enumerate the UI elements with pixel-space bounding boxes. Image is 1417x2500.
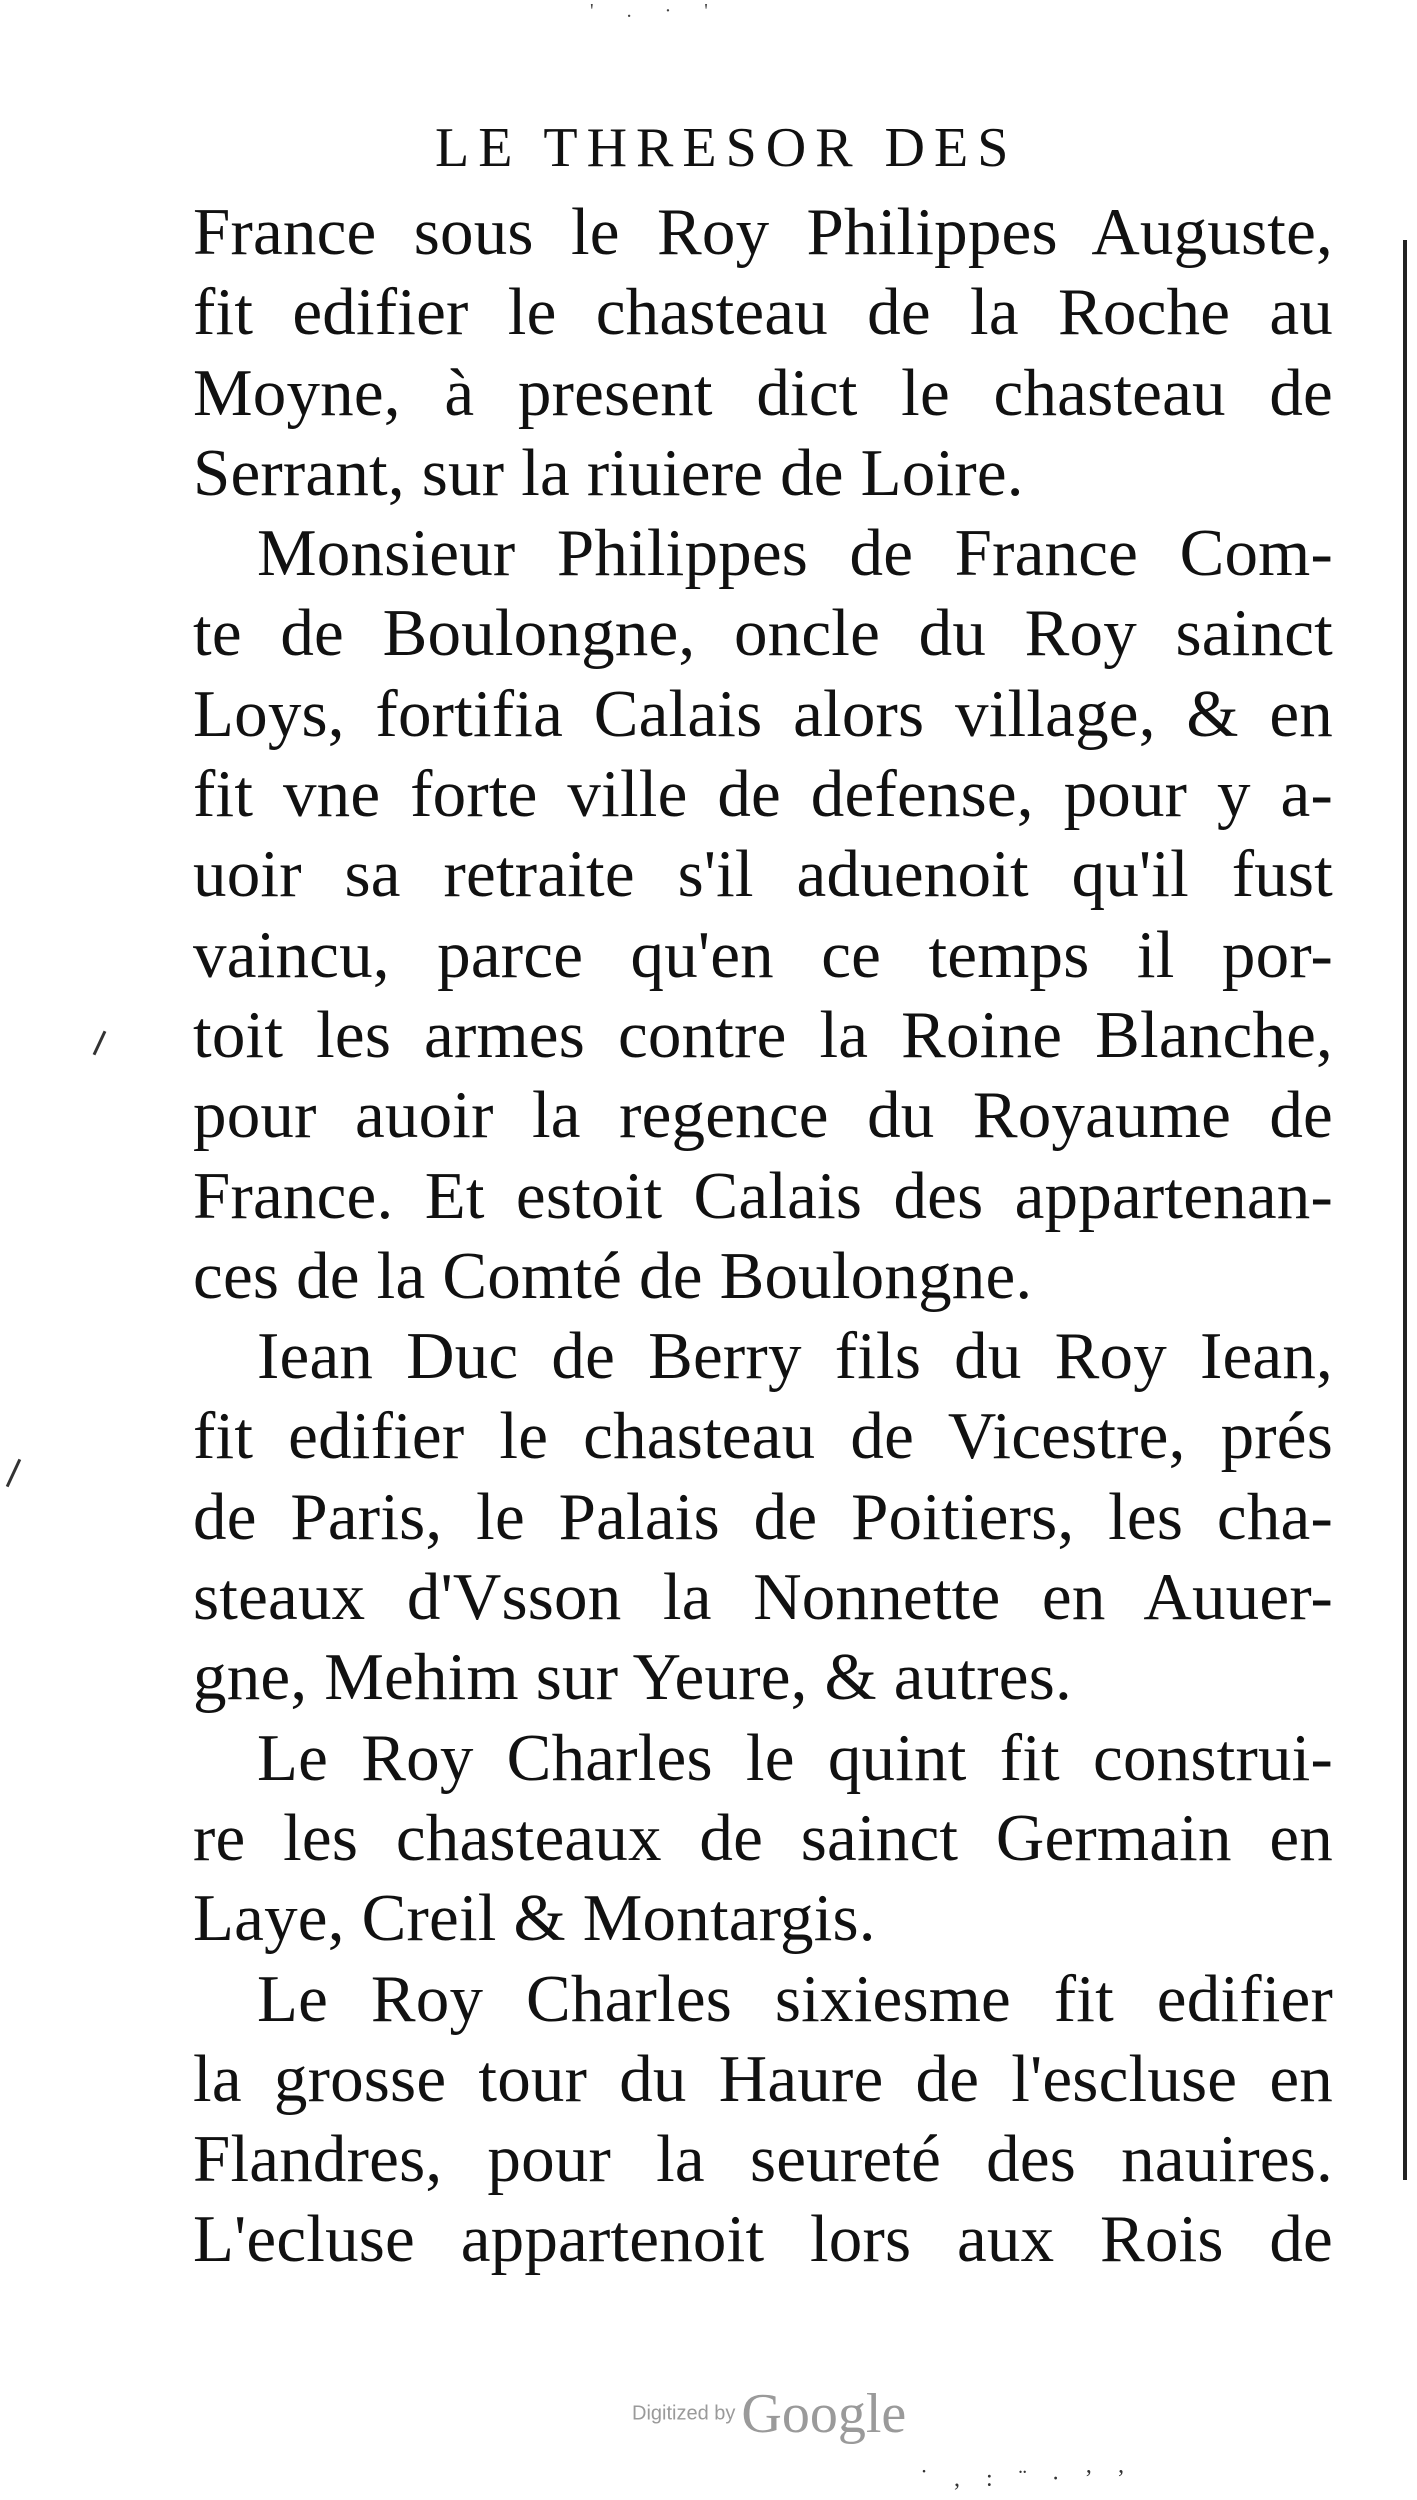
text-line: steaux d'Vsson la Nonnette en Auuer- — [193, 1560, 1333, 1635]
text-line: Laye, Creil & Montargis. — [193, 1881, 876, 1956]
text-line: re les chasteaux de sainct Germain en — [193, 1800, 1333, 1875]
text-line: L'ecluse appartenoit lors aux Rois de — [193, 2202, 1333, 2277]
text-line: de Paris, le Palais de Poitiers, les cha- — [193, 1479, 1333, 1554]
text-line: ces de la Comté de Boulongne. — [193, 1238, 1033, 1313]
text-line: fit edifier le chasteau de la Roche au — [193, 275, 1333, 350]
text-line: te de Boulongne, oncle du Roy sainct — [193, 596, 1333, 671]
body-text — [193, 192, 1333, 2280]
text-line: Loys, fortifia Calais alors village, & en — [193, 676, 1333, 751]
text-line: uoir sa retraite s'il aduenoit qu'il fust — [193, 837, 1333, 912]
digitized-watermark — [632, 2382, 992, 2452]
text-line: Iean Duc de Berry fils du Roy Iean, — [257, 1319, 1333, 1394]
text-line: Moyne, à present dict le chasteau de — [193, 355, 1333, 430]
text-line: toit les armes contre la Roine Blanche, — [193, 997, 1333, 1072]
text-line: Le Roy Charles le quint fit construi- — [257, 1720, 1333, 1795]
text-line: Monsieur Philippes de France Com- — [257, 516, 1333, 591]
text-line: la grosse tour du Haure de l'esclusе en — [193, 2041, 1333, 2116]
text-line: Le Roy Charles sixiesme fit edifier — [257, 1961, 1333, 2036]
bottom-edge-marks: ˙ , : ¨ ∙ ’ ’ — [920, 2466, 1135, 2492]
google-logo: Google — [741, 2383, 907, 2445]
margin-mark — [93, 1031, 107, 1056]
text-line: Flandres, pour la seureté des nauires. — [193, 2122, 1333, 2197]
text-line: vaincu, parce qu'en ce temps il por- — [193, 917, 1333, 992]
text-line: fit edifier le chasteau de Vicestre, prés — [193, 1399, 1333, 1474]
running-head: LE THRESOR DES — [435, 117, 1018, 179]
text-line: gne, Mehim sur Yeure, & autres. — [193, 1640, 1072, 1715]
text-line: fit vne forte ville de defense, pour y a- — [193, 757, 1333, 832]
text-line: pour auoir la regence du Royaume de — [193, 1078, 1333, 1153]
text-line: France sous le Roy Philippes Auguste, — [193, 195, 1333, 269]
watermark-prefix: Digitized by — [632, 2402, 736, 2425]
page-edge-rule — [1403, 240, 1407, 2180]
margin-mark — [6, 1459, 21, 1487]
top-edge-marks: ' . · ' — [590, 0, 722, 22]
text-line: Serrant, sur la riuiere de Loire. — [193, 435, 1024, 510]
text-line: France. Et estoit Calais des appartenan- — [193, 1158, 1333, 1233]
